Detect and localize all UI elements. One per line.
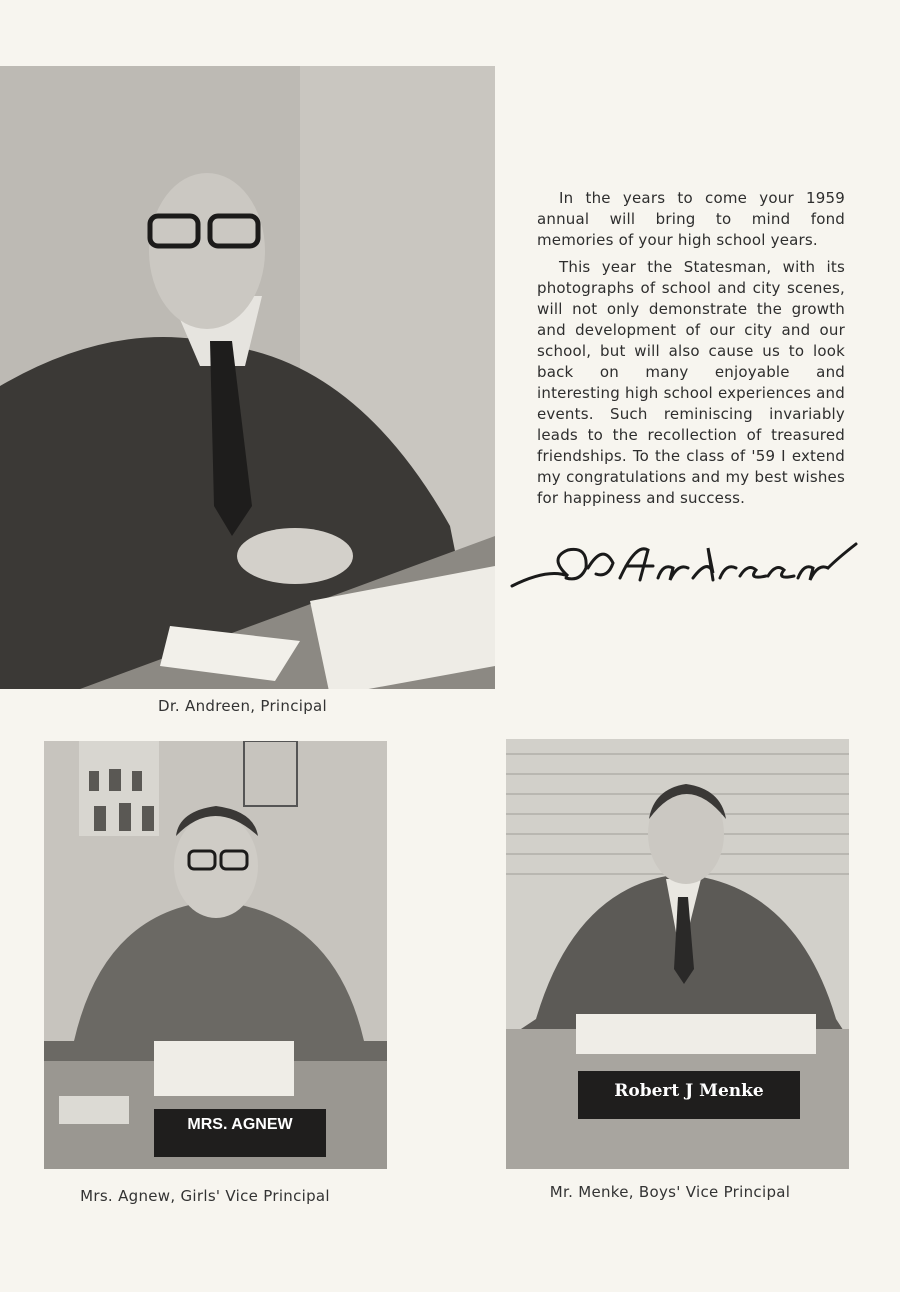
girls-vice-principal-caption: Mrs. Agnew, Girls' Vice Principal xyxy=(80,1187,330,1205)
letter-paragraph-2: This year the Statesman, with its photographs of school and city scenes, will not only demonstrate the growth and development of our city and our school, but will also cause us to look back on many enjoyable and interesting high school experiences and events. Such reminiscing invariably leads to the recollection of treasured friendships. To the class of '59 I extend my congratulations and my best wishes for happiness and success. xyxy=(537,258,845,507)
signature-illustration xyxy=(508,538,860,598)
principal-caption: Dr. Andreen, Principal xyxy=(157,697,328,715)
girls-vice-principal-illustration xyxy=(44,741,387,1169)
principal-photo-illustration xyxy=(0,66,495,689)
signature xyxy=(508,538,860,598)
boys-vice-principal-caption: Mr. Menke, Boys' Vice Principal xyxy=(549,1183,791,1201)
girls-vice-principal-photo xyxy=(44,741,387,1169)
boys-vice-principal-photo xyxy=(506,739,849,1169)
agnew-nameplate: MRS. AGNEW xyxy=(187,1116,293,1133)
letter-paragraph-1: In the years to come your 1959 annual will bring to mind fond memories of your high school years. xyxy=(537,189,845,249)
principal-photo xyxy=(0,66,495,689)
boys-vice-principal-illustration xyxy=(506,739,849,1169)
menke-nameplate: Robert J Menke xyxy=(614,1081,764,1101)
principal-letter xyxy=(537,188,845,515)
